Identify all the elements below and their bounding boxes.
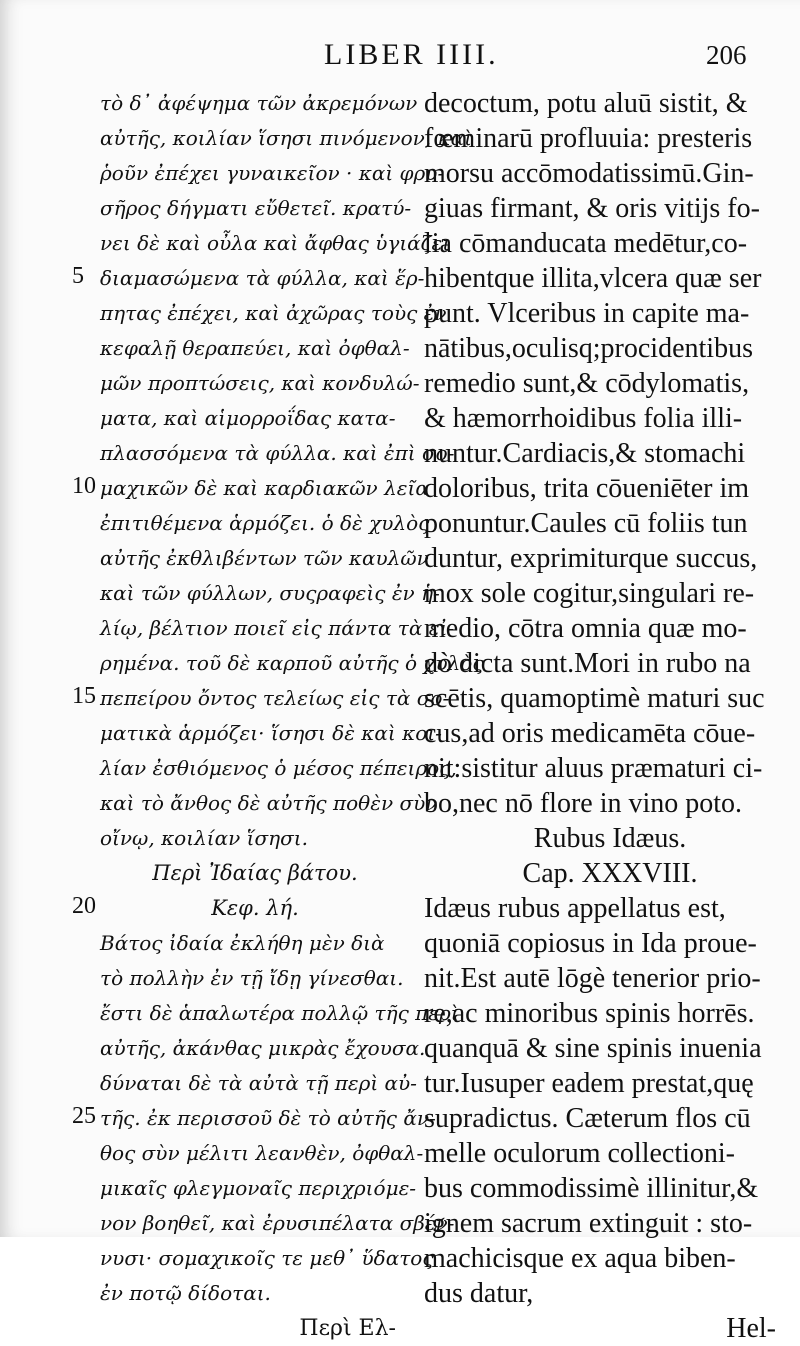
greek-line: ρημένα. τοῦ δὲ καρποῦ αὐτῆς ὁ χυλὸς [100,651,484,675]
latin-line: bus commodissimè illinitur,& [424,1173,759,1204]
greek-line: λίῳ, βέλτιον ποιεῖ εἰς πάντα τὰ εἰ- [100,616,455,640]
latin-line: fœminarū profluuia: presteris [424,123,753,154]
greek-line: τὸ πολλὴν ἐν τῇ ἴδῃ γίνεσθαι. [100,966,404,990]
latin-line: scētis, quamoptimè maturi suc [424,683,765,714]
latin-line: giuas firmant, & oris vitijs fo- [424,193,760,224]
greek-line: ἔστι δὲ ἁπαλωτέρα πολλῷ τῆς περὶ [100,1001,459,1025]
greek-line: σῆρος δήγματι εὔθετεῖ. κρατύ- [100,196,412,220]
latin-line: Hel- [726,1313,776,1344]
running-header [0,38,800,78]
greek-line: ματα, καὶ αἱμορροΐδας κατα- [100,406,396,430]
latin-line: dus datur, [424,1278,534,1309]
greek-line: ἐν ποτῷ δίδοται. [100,1281,271,1305]
greek-line: νει δὲ καὶ οὖλα καὶ ἄφθας ὑγιάζει [100,231,451,255]
greek-line: τῆς. ἐκ περισσοῦ δὲ τὸ αὐτῆς ἄν- [100,1106,436,1130]
latin-line: duntur, exprimiturque succus, [424,543,758,574]
greek-line: αὐτῆς, ἀκάνθας μικρὰς ἔχουσα. [100,1036,426,1060]
latin-line: re,ac minoribus spinis horrēs. [424,998,755,1029]
greek-line: Κεφ. λή. [211,896,299,920]
latin-line: quoniā copiosus in Ida proue- [424,928,757,959]
greek-line: μῶν προπτώσεις, καὶ κονδυλώ- [100,371,420,395]
latin-line: nit:sistitur aluus præmaturi ci- [424,753,763,784]
latin-line: nātibus,oculisq;procidentibus [424,333,753,364]
latin-line: Idæus rubus appellatus est, [424,893,726,924]
greek-line: καὶ τῶν φύλλων, συςραφεὶς ἐν ἡ- [100,581,440,605]
latin-line: doloribus, trita cōueniēter im [424,473,750,504]
latin-line: cus,ad oris medicamēta cōue- [424,718,756,749]
line-number: 20 [72,893,96,919]
greek-line: Βάτος ἰδαία ἐκλήθη μὲν διὰ [100,931,385,955]
greek-line: ματικὰ ἁρμόζει· ἵσησι δὲ καὶ κοι- [100,721,442,745]
greek-line: νυσι· σομαχικοῖς τε μεθ᾽ ὕδατος [100,1246,434,1270]
latin-line: bo,nec nō flore in vino poto. [424,788,743,819]
greek-line: Περὶ Ελ- [299,1316,396,1341]
latin-line: quanquā & sine spinis inuenia [424,1033,762,1064]
line-number: 10 [72,473,96,499]
latin-line: Rubus Idæus. [533,823,687,854]
latin-text-column [424,86,796,1346]
greek-line: αὐτῆς, κοιλίαν ἵσησι πινόμενον, καὶ [100,126,472,150]
folio-number: 206 [706,40,747,70]
greek-line: Περὶ Ἰδαίας βάτου. [152,861,358,885]
latin-line: remedio sunt,& cōdylomatis, [424,368,750,399]
latin-line: supradictus. Cæterum flos cū [424,1103,751,1134]
latin-line: dò dicta sunt.Mori in rubo na [424,648,751,679]
latin-line: & hæmorrhoidibus folia illi- [424,403,743,434]
latin-line: nit.Est autē lōgè tenerior prio- [424,963,761,994]
latin-line: mox sole cogitur,singulari re- [424,578,755,609]
greek-line: δύναται δὲ τὰ αὐτὰ τῇ περὶ αὐ- [100,1071,417,1095]
greek-line: οἴνῳ, κοιλίαν ἵσησι. [100,826,308,850]
greek-line: τὸ δ᾽ ἀφέψημα τῶν ἀκρεμόνων [100,91,418,115]
line-number: 25 [72,1103,96,1129]
latin-line: Cap. XXXVIII. [522,858,698,889]
greek-line: πλασσόμενα τὰ φύλλα. καὶ ἐπὶ σο- [100,441,455,465]
line-number: 15 [72,683,96,709]
greek-line: διαμασώμενα τὰ φύλλα, καὶ ἕρ- [100,266,425,290]
latin-line: medio, cōtra omnia quæ mo- [424,613,747,644]
latin-line: ponuntur.Caules cū foliis tun [424,508,748,539]
latin-line: nuntur.Cardiacis,& stomachi [424,438,746,469]
greek-line: αὐτῆς ἐκθλιβέντων τῶν καυλῶν [100,546,429,570]
greek-line: νον βοηθεῖ, καὶ ἐρυσιπέλατα σβέν- [100,1211,455,1235]
latin-line: punt. Vlceribus in capite ma- [424,298,750,329]
greek-line: ἐπιτιθέμενα ἁρμόζει. ὁ δὲ χυλὸς [100,511,430,535]
greek-line: κεφαλῇ θεραπεύει, καὶ ὀφθαλ- [100,336,410,360]
greek-line: θος σὺν μέλιτι λεανθὲν, ὀφθαλ- [100,1141,424,1165]
greek-line: μαχικῶν δὲ καὶ καρδιακῶν λεῖα [100,476,429,500]
latin-line: morsu accōmodatissimū.Gin- [424,158,754,189]
greek-line: ῥοῦν ἐπέχει γυναικεῖον · καὶ φρυ- [100,161,445,185]
greek-line: λίαν ἐσθιόμενος ὁ μέσος πέπειρος, [100,756,457,780]
latin-line: ignem sacrum extinguit : sto- [424,1208,753,1239]
latin-line: melle oculorum collectioni- [424,1138,736,1169]
latin-line: decoctum, potu aluū sistit, & [424,88,748,119]
greek-line: πεπείρου ὄντος τελείως εἰς τὰ σο- [100,686,450,710]
greek-line: πητας ἐπέχει, καὶ ἀχῶρας τοὺς ἐν [100,301,447,325]
line-number: 5 [72,263,84,289]
running-title: LIBER IIII. [324,38,499,71]
greek-line: καὶ τὸ ἄνθος δὲ αὐτῆς ποθὲν σὺν [100,791,438,815]
greek-line: μικαῖς φλεγμοναῖς περιχριόμε- [100,1176,417,1200]
latin-line: hibentque illita,vlcera quæ ser [424,263,762,294]
latin-line: tur.Iusuper eadem prestat,quę [424,1068,754,1099]
latin-line: machicisque ex aqua biben- [424,1243,736,1274]
latin-line: lia cōmanducata medētur,co- [424,228,748,259]
